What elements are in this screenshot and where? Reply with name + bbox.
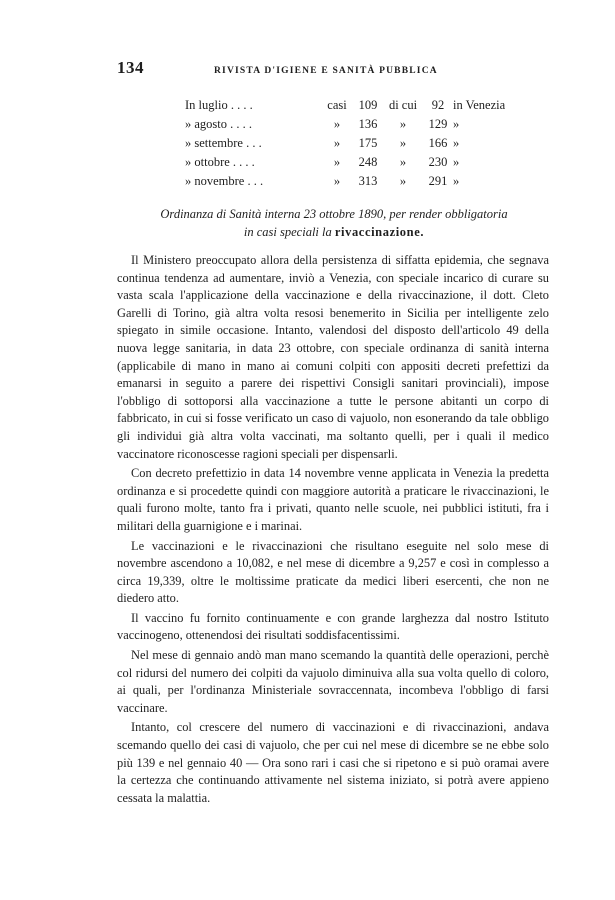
- table-row: [185, 115, 505, 134]
- decree-heading-prefix: in casi speciali la: [243, 225, 332, 239]
- table-row: [185, 172, 505, 191]
- paragraph: Con decreto prefettizio in data 14 novembre venne applicata in Venezia la predetta ordinanza e si procedette quindi con maggiore autorità a praticare le rivaccinazioni, le quali furono molte, tanto fra i privati, quanto nelle scuole, nei pubblici istituti, fra i militari della guarnigione e i marinai.: [117, 466, 549, 533]
- table-cell-n2: 92: [431, 98, 445, 112]
- table-cell-pre2: »: [399, 117, 407, 131]
- table-cell-suffix: »: [453, 155, 460, 169]
- table-cell-month: » settembre . . .: [185, 136, 262, 150]
- table-cell-month: » ottobre . . . .: [185, 155, 255, 169]
- decree-heading-line2: [118, 223, 550, 241]
- table-cell-suffix: in Venezia: [453, 98, 506, 112]
- article-body: [117, 252, 549, 809]
- table-cell-n1: 109: [358, 98, 378, 112]
- paragraph: Il vaccino fu fornito continuamente e con grande larghezza dal nostro Istituto vaccinogeno, ottenendosi dei risultati soddisfacentissimi.: [117, 610, 549, 643]
- table-cell-month: In luglio . . . .: [185, 98, 253, 112]
- table-cell-pre1: »: [333, 155, 341, 169]
- table-cell-pre2: »: [399, 155, 407, 169]
- table-cell-n2: 166: [428, 136, 448, 150]
- table-cell-suffix: »: [453, 136, 460, 150]
- table-cell-pre1: casi: [327, 98, 347, 112]
- page-number: 134: [117, 58, 144, 77]
- table-cell-pre1: »: [333, 117, 341, 131]
- decree-heading: [118, 205, 550, 241]
- table-cell-n1: 313: [358, 174, 378, 188]
- paragraph: Le vaccinazioni e le rivaccinazioni che risultano eseguite nel solo mese di novembre ascendono a 10,082, e nel mese di dicembre a 9,257 e così in complesso a circa 19,339, oltre le moltissime praticate da medici liberi esercenti, che non ne diedero atto.: [117, 538, 549, 606]
- paragraph: Intanto, col crescere del numero di vaccinazioni e di rivaccinazioni, andava scemando quello dei casi di vajuolo, che per cui nel mese di dicembre se ne ebbe solo più 139 e nel gennaio 40 — Ora sono rari i casi che si ripetono e si può oramai avere la certezza che continuando attivamente nel sistema iniziato, si potrà avere appieno cessata la malattia.: [117, 720, 549, 805]
- table-cell-n1: 175: [358, 136, 378, 150]
- paragraph: Il Ministero preoccupato allora della persistenza di siffatta epidemia, che segnava continua tendenza ad aumentare, inviò a Venezia, con speciale incarico di curare su vasta scala l'applicazione della vaccinazione e della rivaccinazione, il dott. Cleto Garelli di Torino, già altra volta resosi benemerito in Sicilia per intelligente zelo spiegato in simile occasione. Intanto, valendosi del disposto dell'articolo 49 della nuova legge sanitaria, in data 23 ottobre, con speciale ordinanza di sanità interna (applicabile di mano in mano ai comuni colpiti con appositi decreti prefettizi da emanarsi in seguito a parere dei rispettivi Consigli sanitari provinciali), impose l'obbligo di sottoporsi alla vaccinazione a tutte le persone abitanti un corpo di fabbricato, in cui si fosse verificato un caso di vajuolo, non esonerando da tale obbligo gli individui già altra volta vaccinati, ma soltanto quelli, per i quali il medico vaccinatore riconoscesse ragioni speciali per dispensarli.: [117, 253, 549, 461]
- table-row: [185, 96, 505, 115]
- table-cell-pre2: »: [399, 136, 407, 150]
- decree-heading-line1: Ordinanza di Sanità interna 23 ottobre 1890, per render obbligatoria: [160, 207, 508, 221]
- table-cell-month: » agosto . . . .: [185, 117, 253, 131]
- table-cell-month: » novembre . . .: [185, 174, 264, 188]
- table-cell-suffix: »: [453, 174, 460, 188]
- table-cell-pre2: di cui: [388, 98, 418, 112]
- table-cell-n2: 129: [428, 117, 448, 131]
- table-cell-suffix: »: [453, 117, 460, 131]
- table-row: [185, 134, 505, 153]
- table-cell-n1: 136: [358, 117, 378, 131]
- table-cell-n2: 230: [428, 155, 448, 169]
- table-cell-pre1: »: [333, 174, 341, 188]
- paragraph: Nel mese di gennaio andò man mano scemando la quantità delle operazioni, perchè col ridursi del numero dei colpiti da vajuolo diminuiva alla sua volta quello di coloro, ai quali, per l'ordinanza Ministeriale sovraccennata, incombeva l'obbligo di farsi vaccinare.: [117, 648, 549, 715]
- table-cell-n2: 291: [428, 174, 448, 188]
- table-cell-pre1: »: [333, 136, 341, 150]
- table-cell-n1: 248: [358, 155, 378, 169]
- table-row: [185, 153, 505, 172]
- smallpox-cases-table: [185, 96, 505, 191]
- page-header: [117, 58, 549, 78]
- table-cell-pre2: »: [399, 174, 407, 188]
- decree-heading-emphasis: rivaccinazione.: [334, 225, 425, 239]
- running-title: RIVISTA D'IGIENE E SANITÀ PUBBLICA: [214, 66, 438, 76]
